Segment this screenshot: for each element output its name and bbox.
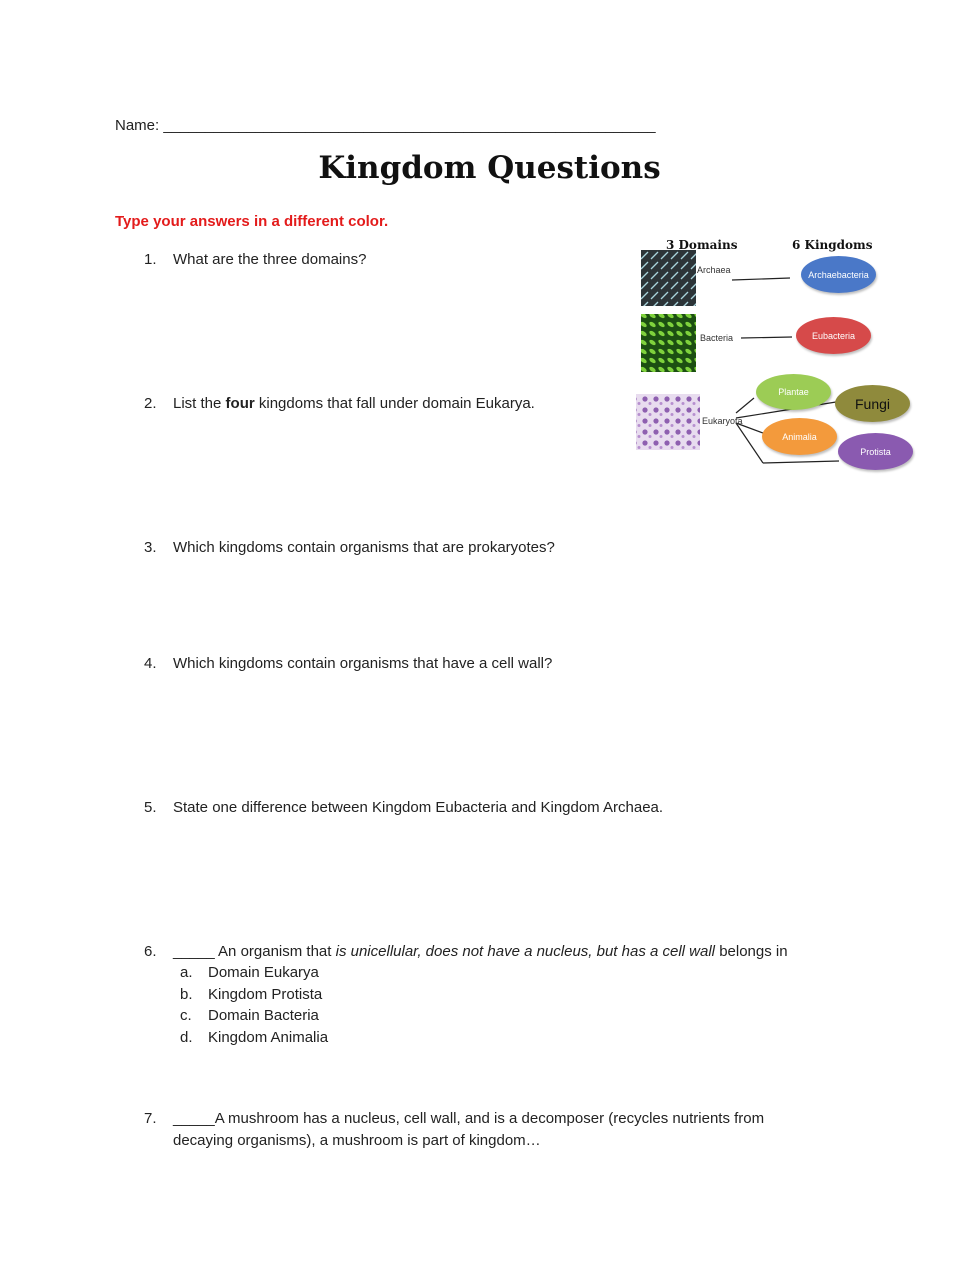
question-number: 3. [144, 539, 157, 556]
question-number: 2. [144, 395, 157, 412]
question-number: 7. [144, 1110, 157, 1127]
domains-heading: 3 Domains [666, 238, 738, 252]
italic-description: is unicellular, does not have a nucleus, but has a cell wall [335, 943, 716, 960]
question-number: 5. [144, 799, 157, 816]
instructions: Type your answers in a different color. [115, 213, 389, 230]
question-text: List the four kingdoms that fall under domain Eukarya. [173, 395, 535, 412]
option-letter: a. [180, 964, 193, 981]
kingdom-plantae: Plantae [756, 374, 831, 410]
question-text: Which kingdoms contain organisms that are prokaryotes? [173, 539, 555, 556]
domain-label-bacteria: Bacteria [700, 333, 734, 343]
domain-label-eukaryota: Eukaryota [702, 416, 743, 426]
kingdom-archaebacteria: Archaebacteria [801, 256, 876, 293]
option-letter: d. [180, 1029, 193, 1046]
option-letter: c. [180, 1007, 192, 1024]
eukaryota-micrograph [636, 394, 700, 450]
name-field-label[interactable]: Name: ___________________________________________________________ [115, 117, 656, 134]
emphasis-four: four [225, 395, 255, 412]
option-letter: b. [180, 986, 193, 1003]
option-text: Domain Eukarya [208, 964, 319, 981]
question-text: Which kingdoms contain organisms that have a cell wall? [173, 655, 553, 672]
option-text: Domain Bacteria [208, 1007, 319, 1024]
kingdom-fungi: Fungi [835, 385, 910, 422]
page-title: Kingdom Questions [318, 150, 661, 186]
option-text: Kingdom Protista [208, 986, 323, 1003]
question-text: State one difference between Kingdom Eubacteria and Kingdom Archaea. [173, 799, 664, 816]
question-number: 6. [144, 943, 157, 960]
question-7-line-2: decaying organisms), a mushroom is part of kingdom… [173, 1132, 541, 1149]
question-text-line-1: _____A mushroom has a nucleus, cell wall, and is a decomposer (recycles nutrients from [173, 1110, 765, 1127]
kingdoms-heading: 6 Kingdoms [792, 238, 873, 252]
bacteria-micrograph [641, 314, 696, 372]
kingdom-animalia: Animalia [762, 418, 837, 455]
kingdom-eubacteria: Eubacteria [796, 317, 871, 354]
domain-label-archaea: Archaea [697, 265, 731, 275]
option-text: Kingdom Animalia [208, 1029, 329, 1046]
archaea-micrograph [641, 250, 696, 306]
question-text: What are the three domains? [173, 251, 367, 268]
question-number: 1. [144, 251, 157, 268]
question-number: 4. [144, 655, 157, 672]
domains-kingdoms-diagram [630, 230, 920, 480]
kingdom-protista: Protista [838, 433, 913, 470]
question-text: _____ An organism that is unicellular, does not have a nucleus, but has a cell wall belongs in [173, 943, 788, 960]
